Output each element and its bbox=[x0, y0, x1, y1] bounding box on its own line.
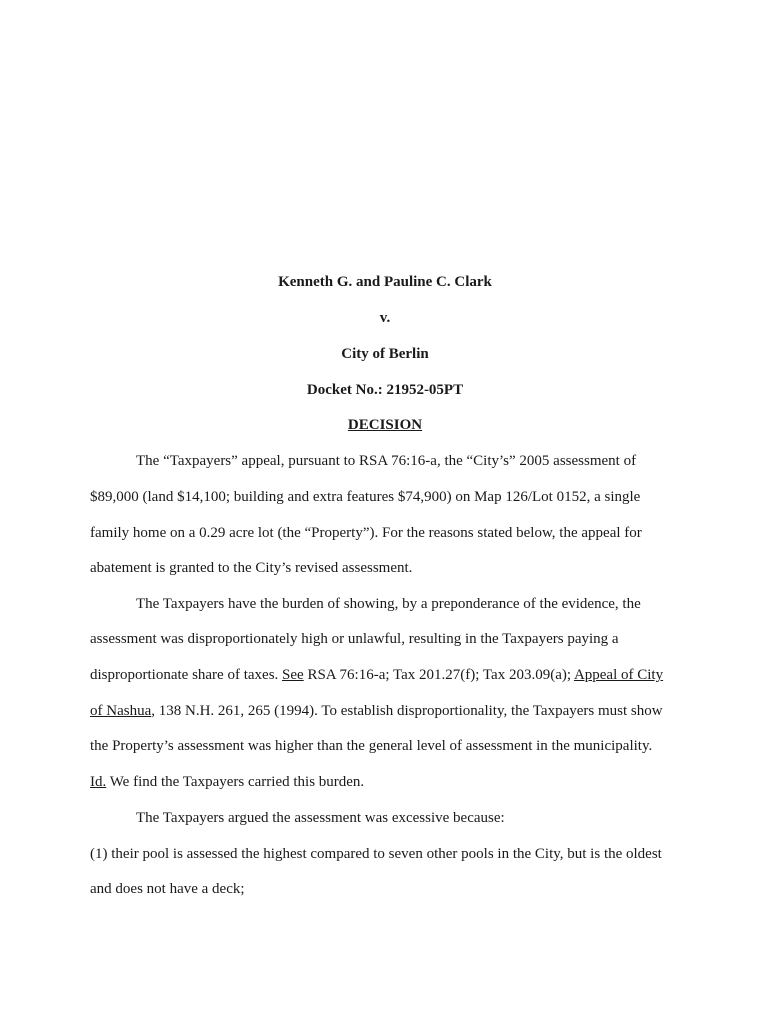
paragraph-line: assessment was disproportionately high or unlawful, resulting in the Taxpayers paying a bbox=[90, 631, 619, 647]
text-run: , 138 N.H. 261, 265 (1994). To establish disproportionality, the Taxpayers must show bbox=[151, 703, 663, 719]
text-run: RSA 76:16-a; Tax 201.27(f); Tax 203.09(a); bbox=[303, 667, 574, 683]
case-versus: v. bbox=[379, 310, 391, 326]
paragraph-line: family home on a 0.29 acre lot (the “Property”). For the reasons stated below, the appeal for bbox=[90, 525, 642, 541]
paragraph-line: The Taxpayers have the burden of showing, by a preponderance of the evidence, the bbox=[136, 596, 641, 612]
decision-heading: DECISION bbox=[347, 417, 423, 433]
paragraph-line bbox=[90, 702, 690, 720]
citation-id: Id. bbox=[90, 774, 107, 790]
paragraph-line bbox=[90, 773, 690, 791]
paragraph-line: The Taxpayers argued the assessment was excessive because: bbox=[136, 810, 505, 826]
paragraph-line: The “Taxpayers” appeal, pursuant to RSA 76:16-a, the “City’s” 2005 assessment of bbox=[136, 453, 637, 469]
paragraph-line: $89,000 (land $14,100; building and extra features $74,900) on Map 126/Lot 0152, a single bbox=[90, 489, 641, 505]
paragraph-line: abatement is granted to the City’s revised assessment. bbox=[90, 560, 413, 576]
paragraph-line bbox=[90, 666, 690, 684]
docket-number: Docket No.: 21952-05PT bbox=[306, 382, 464, 398]
case-citation: of Nashua bbox=[90, 703, 152, 719]
text-run: We find the Taxpayers carried this burden. bbox=[106, 774, 365, 790]
paragraph-line: the Property’s assessment was higher than the general level of assessment in the municipality. bbox=[90, 738, 653, 754]
case-citation: Appeal of City bbox=[573, 667, 664, 683]
citation-signal-see: See bbox=[282, 667, 304, 683]
list-item-line: (1) their pool is assessed the highest compared to seven other pools in the City, but is the oldest bbox=[90, 846, 662, 862]
text-run: disproportionate share of taxes. bbox=[90, 667, 283, 683]
list-item-line: and does not have a deck; bbox=[90, 881, 245, 897]
case-respondent: City of Berlin bbox=[341, 346, 429, 362]
case-parties: Kenneth G. and Pauline C. Clark bbox=[278, 274, 492, 290]
